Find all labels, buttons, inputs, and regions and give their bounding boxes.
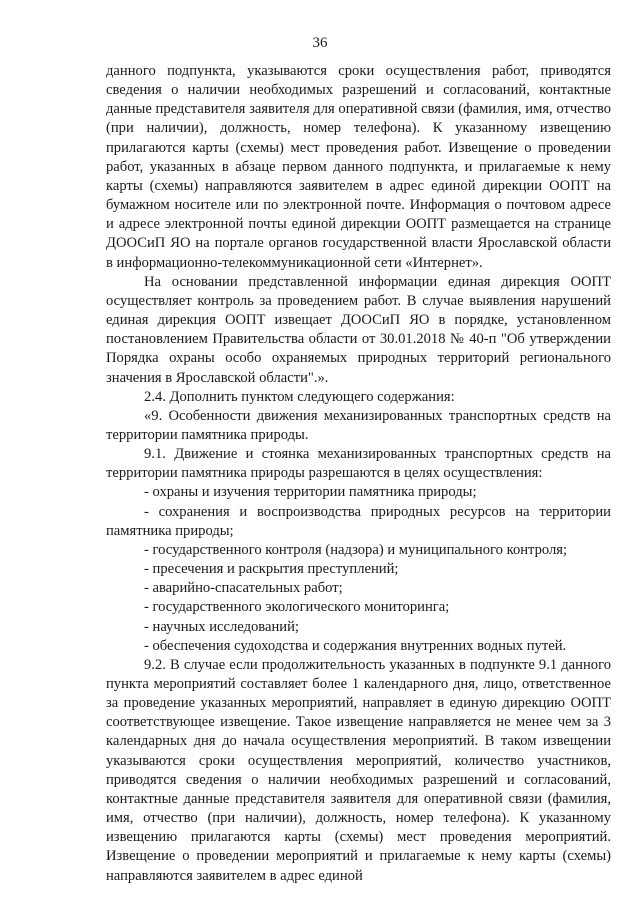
document-body (106, 62, 611, 886)
list-item: - пресечения и раскрытия преступлений; (144, 561, 399, 578)
paragraph-amendment-2-4: 2.4. Дополнить пунктом следующего содержания: (144, 388, 455, 405)
list-item: - сохранения и воспроизводства природных ресурсов на территории памятника природы; (106, 503, 611, 539)
list-item: - научных исследований; (144, 618, 299, 635)
paragraph-9-1: 9.1. Движение и стоянка механизированных транспортных средств на территории памятника природы разрешаются в целях осуществления: (106, 446, 611, 482)
list-item: - государственного контроля (надзора) и муниципального контроля; (144, 541, 568, 558)
list-item: - государственного экологического мониторинга; (144, 599, 450, 616)
list-item: - обеспечения судоходства и содержания внутренних водных путей. (144, 637, 567, 654)
paragraph-continuation: данного подпункта, указываются сроки осуществления работ, приводятся сведения о наличии необходимых разрешений и согласований, контактные данные представителя заявителя для оперативной связи (фамилия, имя, отчество (при наличии), должность, номер телефона). К указанному извещению прилагаются карты (схемы) мест проведения работ. Извещение о проведении работ, указанных в абзаце первом данного подпункта, и прилагаемые к нему карты (схемы) направляются заявителем в адрес единой дирекции ООПТ на бумажном носителе или по электронной почте. Информация о почтовом адресе и адресе электронной почты единой дирекции ООПТ размещается на странице ДООСиП ЯО на портале органов государственной власти Ярославской области в информационно-телекоммуникационной сети «Интернет». (106, 63, 611, 271)
list-item: - охраны и изучения территории памятника природы; (144, 484, 477, 501)
list-item: - аварийно-спасательных работ; (144, 580, 343, 597)
paragraph-9-2: 9.2. В случае если продолжительность указанных в подпункте 9.1 данного пункта мероприятий составляет более 1 календарного дня, лицо, ответственное за проведение указанных мероприятий, направляет в единую дирекцию ООПТ соответствующее извещение. Такое извещение направляется не менее чем за 3 календарных дня до начала осуществления мероприятий. В таком извещении указываются сроки осуществления мероприятий, количество участников, приводятся сведения о наличии необходимых разрешений и согласований, контактные данные представителя заявителя для оперативной связи (фамилия, имя, отчество (при наличии), должность, номер телефона). К указанному извещению прилагаются карты (схемы) мест проведения мероприятий. Извещение о проведении мероприятий и прилагаемые к нему карты (схемы) направляются заявителем в адрес единой (106, 656, 611, 884)
page-number: 36 (312, 35, 328, 51)
paragraph-control: На основании представленной информации единая дирекция ООПТ осуществляет контроль за проведением работ. В случае выявления нарушений единая дирекция ООПТ извещает ДООСиП ЯО в порядке, установленном постановлением Правительства области от 30.01.2018 № 40-п "Об утверждении Порядка охраны особо охраняемых природных территорий регионального значения в Ярославской области".». (106, 273, 611, 386)
paragraph-section-9-heading: «9. Особенности движения механизированных транспортных средств на территории памятника природы. (106, 407, 611, 443)
